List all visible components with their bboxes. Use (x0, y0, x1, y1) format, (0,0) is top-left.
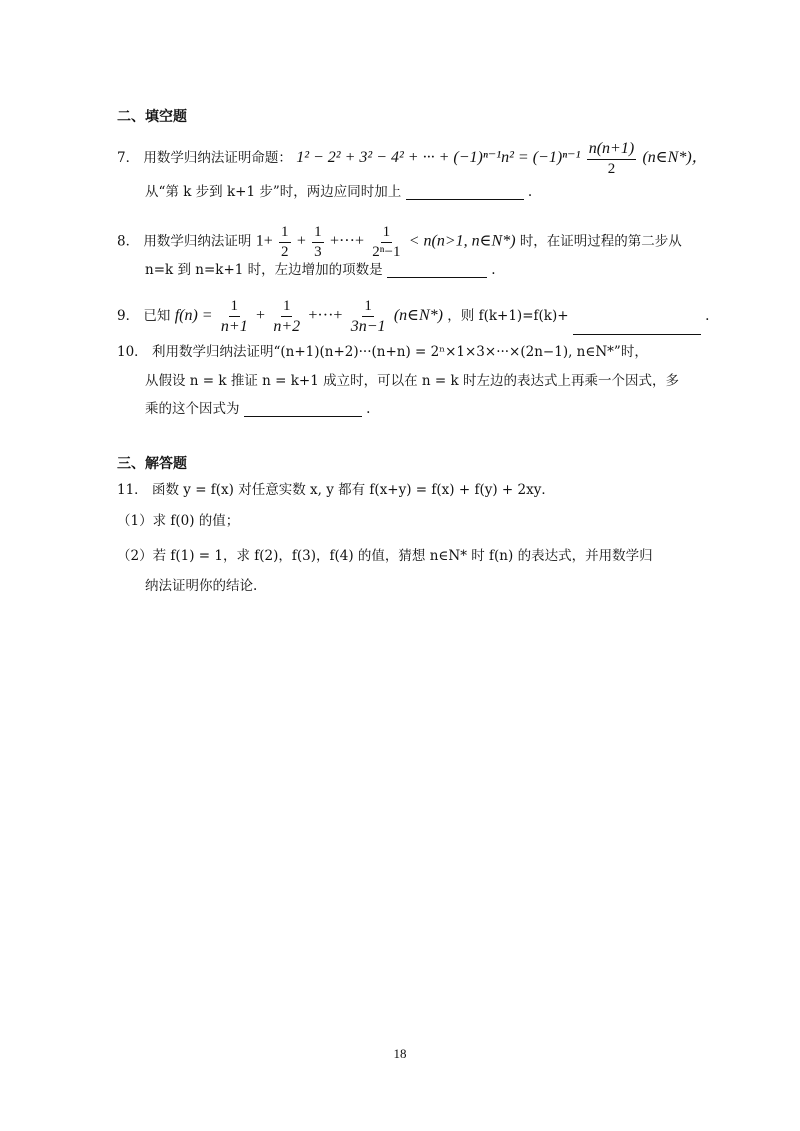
fraction (279, 224, 291, 260)
formula-part: f(n) = (174, 307, 213, 325)
question-number: 7． (117, 150, 140, 167)
question-10-line3 (145, 403, 370, 417)
question-7 (117, 140, 708, 177)
question-11-part2-cont (145, 580, 257, 594)
page-number: 18 (393, 1046, 407, 1061)
formula-part: +···+ (308, 307, 343, 325)
question-11-part2 (117, 550, 653, 564)
fraction (219, 298, 250, 335)
question-text: 时，在证明过程的第二步从 (519, 233, 682, 250)
fraction-denominator: n+1 (220, 317, 248, 335)
question-7-line2 (145, 186, 532, 200)
question-8 (117, 224, 682, 260)
period: . (705, 308, 710, 325)
fraction-denominator: 2 (281, 243, 289, 260)
formula-part: +···+ (329, 232, 364, 250)
question-10 (117, 346, 648, 360)
fraction-numerator: n(n+1) (587, 140, 636, 160)
formula-condition: (n∈N*) (393, 307, 443, 325)
fraction (587, 140, 636, 177)
section-title-answer: 三、解答题 (117, 456, 187, 472)
answer-blank[interactable] (244, 404, 362, 417)
fraction-denominator: 2 (607, 160, 616, 177)
fraction (349, 298, 388, 335)
question-number: 11． (117, 482, 148, 498)
section-title-fill-blank: 二、填空题 (117, 109, 187, 125)
fraction-numerator: 1 (281, 298, 293, 317)
period: . (491, 262, 496, 278)
answer-blank[interactable] (573, 322, 701, 335)
formula-condition: (n∈N*)， (642, 149, 708, 167)
fraction-denominator: n+2 (273, 317, 301, 335)
fraction (312, 224, 324, 260)
question-11-part1 (117, 515, 239, 529)
fraction-numerator: 1 (229, 298, 241, 317)
question-8-line2 (145, 264, 496, 278)
question-10-line2 (145, 375, 679, 389)
period: . (527, 184, 533, 200)
fraction-denominator: 3 (314, 243, 322, 260)
question-text: 已知 (143, 308, 171, 325)
question-text: 乘的这个因式为 (145, 401, 240, 417)
question-text: 用数学归纳法证明 (143, 233, 252, 250)
formula-part: 1+ (255, 232, 273, 250)
question-text: 函数 y = f(x) 对任意实数 x, y 都有 f(x+y) = f(x) + f(y) + 2xy． (151, 482, 555, 498)
fraction-denominator: 3n−1 (350, 317, 386, 335)
question-text: 从假设 n = k 推证 n = k+1 成立时，可以在 n = k 时左边的表达式上再乘一个因式，多 (145, 373, 679, 389)
question-number: 10． (117, 344, 148, 360)
formula-relation: < n(n>1, n∈N*) (408, 232, 516, 250)
fraction (271, 298, 302, 335)
question-text: 利用数学归纳法证明“(n+1)(n+2)···(n+n) = 2ⁿ×1×3×···×(2n−1), n∈N*”时， (151, 344, 648, 360)
answer-blank[interactable] (387, 265, 487, 278)
fraction-denominator: 2ⁿ−1 (372, 243, 401, 260)
question-text: ，则 f(k+1)=f(k)+ (447, 308, 569, 325)
fraction-numerator: 1 (362, 298, 374, 317)
question-text: 从“第 k 步到 k+1 步”时，两边应同时加上 (145, 184, 402, 200)
formula-part: + (296, 232, 306, 250)
fraction-numerator: 1 (279, 224, 291, 243)
question-number: 8． (117, 233, 140, 250)
question-number: 9． (117, 308, 140, 325)
question-text: （2）若 f(1) = 1，求 f(2)，f(3)，f(4) 的值，猜想 n∈N* 时 f(n) 的表达式，并用数学归 (117, 548, 653, 564)
question-text: n=k 到 n=k+1 时，左边增加的项数是 (145, 262, 383, 278)
fraction-numerator: 1 (312, 224, 324, 243)
formula-part: + (255, 307, 266, 325)
question-11 (117, 484, 555, 498)
period: . (366, 401, 371, 417)
answer-blank[interactable] (406, 187, 524, 200)
formula-lhs: 1² − 2² + 3² − 4² + ··· + (−1)ⁿ⁻¹n² = (−1)ⁿ⁻¹ (296, 149, 581, 167)
question-text: （1）求 f(0) 的值； (117, 513, 240, 529)
question-text: 用数学归纳法证明命题： (143, 150, 292, 167)
fraction (370, 224, 402, 260)
question-text: 纳法证明你的结论. (145, 578, 258, 594)
fraction-numerator: 1 (381, 224, 393, 243)
question-9 (117, 298, 709, 335)
